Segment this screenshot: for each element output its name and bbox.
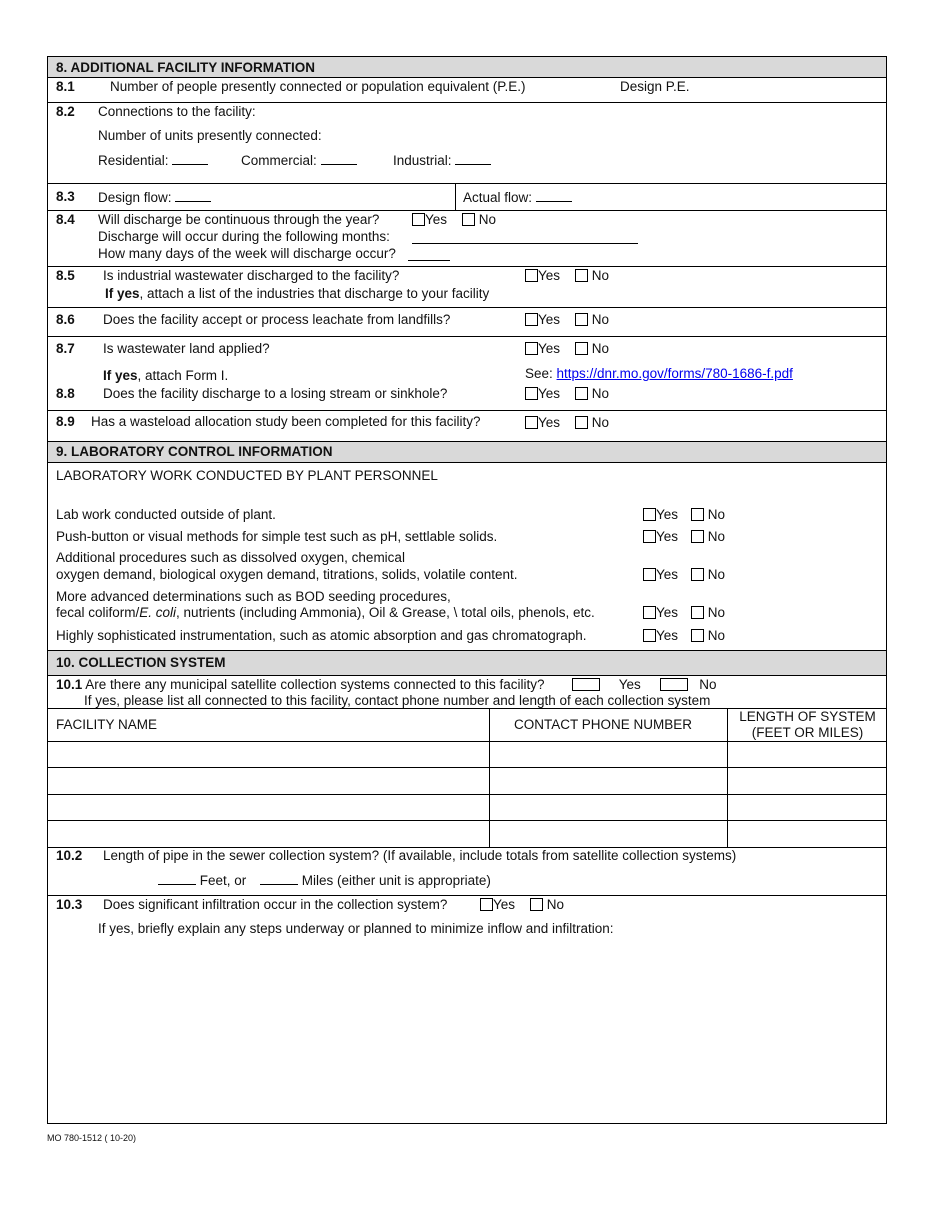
num-8-7: 8.7 [56,341,75,356]
units-connected-label: Number of units presently connected: [98,128,322,143]
checkbox[interactable] [525,313,538,326]
num-10-3: 10.3 [56,897,83,912]
section-8-header [48,57,886,78]
q-8-8: Does the facility discharge to a losing stream or sinkhole? [103,386,448,401]
section-10-title: 10. COLLECTION SYSTEM [56,655,226,670]
no-label: No [591,312,610,327]
advanced-post: , nutrients (including Ammonia), Oil & Grease, \ total oils, phenols, etc. [176,605,595,620]
num-8-5: 8.5 [56,268,75,283]
yes-label: Yes [656,529,679,544]
continuous-no[interactable] [462,212,496,227]
checkbox[interactable] [691,606,704,619]
design-flow-label: Design flow: [98,190,172,205]
feet-field[interactable] [158,872,246,888]
lab-pushbutton-no[interactable] [691,529,725,544]
num-8-9: 8.9 [56,414,75,429]
q-8-2: Connections to the facility: [98,104,256,119]
note-bold: If yes [103,368,138,383]
lab-outside-no[interactable] [691,507,725,522]
no-label: No [707,628,726,643]
lab-additional-no[interactable] [691,567,725,582]
miles-field[interactable] [260,872,491,888]
checkbox[interactable] [575,342,588,355]
lab-item-outside: Lab work conducted outside of plant. [56,507,276,522]
yes-label: Yes [538,312,561,327]
land-applied-yes[interactable] [525,341,560,356]
q-8-9: Has a wasteload allocation study been completed for this facility? [91,414,481,429]
no-label: No [707,605,726,620]
yes-label: Yes [538,386,561,401]
checkbox[interactable] [643,606,656,619]
note-8-5 [105,286,489,301]
q-8-5: Is industrial wastewater discharged to the facility? [103,268,400,283]
months-field[interactable] [412,243,638,244]
see-form-link-line [525,366,793,381]
yes-label: Yes [538,341,561,356]
residential-field[interactable] [98,152,208,168]
industrial-label: Industrial: [393,153,452,168]
q-10-1 [56,677,545,692]
table-row[interactable] [48,742,489,767]
section-8-title: 8. ADDITIONAL FACILITY INFORMATION [56,60,315,75]
checkbox[interactable] [643,508,656,521]
industrial-field[interactable] [393,152,491,168]
yes-label: Yes [656,628,679,643]
checkbox[interactable] [691,530,704,543]
lab-outside-yes[interactable] [643,507,678,522]
actual-flow-label: Actual flow: [463,190,533,205]
land-applied-no[interactable] [575,341,609,356]
q-8-4-days: How many days of the week will discharge occur? [98,246,396,261]
no-label: No [546,897,565,912]
checkbox[interactable] [575,313,588,326]
wasteload-yes[interactable] [525,415,560,430]
checkbox[interactable] [643,629,656,642]
wasteload-no[interactable] [575,415,609,430]
q-10-3: Does significant infiltration occur in the collection system? [103,897,448,912]
q-8-6: Does the facility accept or process leachate from landfills? [103,312,451,327]
note-bold: If yes [105,286,140,301]
note-rest: , attach Form I. [137,368,229,383]
form-page [47,56,887,1124]
form-number-footer: MO 780-1512 ( 10-20) [47,1133,137,1143]
residential-label: Residential: [98,153,169,168]
leachate-yes[interactable] [525,312,560,327]
lab-additional-yes[interactable] [643,567,678,582]
checkbox[interactable] [525,269,538,282]
num-8-4: 8.4 [56,212,75,227]
infiltration-explanation-area[interactable] [98,941,878,1116]
lab-item-sophisticated: Highly sophisticated instrumentation, such as atomic absorption and gas chromatograph. [56,628,587,643]
checkbox[interactable] [480,898,493,911]
table-row[interactable] [48,768,489,793]
checkbox[interactable] [575,269,588,282]
q-8-7: Is wastewater land applied? [103,341,270,356]
no-label: No [591,415,610,430]
see-label: See: [525,366,557,381]
num-8-2: 8.2 [56,104,75,119]
q-8-1: Number of people presently connected or population equivalent (P.E.) [110,79,526,94]
yes-label: Yes [493,897,516,912]
col-contact-phone: CONTACT PHONE NUMBER [514,717,693,732]
lab-subheading: LABORATORY WORK CONDUCTED BY PLANT PERSONNEL [56,468,438,483]
note-8-7 [103,368,228,383]
section-9-title: 9. LABORATORY CONTROL INFORMATION [56,444,333,459]
checkbox[interactable] [412,213,425,226]
lab-item-pushbutton: Push-button or visual methods for simple test such as pH, settlable solids. [56,529,498,544]
infiltration-no[interactable] [530,897,564,912]
checkbox[interactable] [575,387,588,400]
losing-stream-yes[interactable] [525,386,560,401]
q-10-2: Length of pipe in the sewer collection system? (If available, include totals from satellite collection systems) [103,848,737,863]
feet-label: Feet, or [199,873,247,888]
no-label: No [478,212,497,227]
checkbox[interactable] [691,568,704,581]
infiltration-yes[interactable] [480,897,515,912]
no-label: No [591,268,610,283]
col-length-line1: LENGTH OF SYSTEM [739,709,876,724]
yes-label: Yes [618,677,641,692]
col-length-line2: (FEET OR MILES) [751,725,864,740]
no-label: No [591,341,610,356]
yes-label: Yes [656,507,679,522]
lab-item-advanced-1: More advanced determinations such as BOD seeding procedures, [56,589,451,604]
table-row[interactable] [48,821,489,846]
q-8-4-months: Discharge will occur during the following months: [98,229,390,244]
num-8-6: 8.6 [56,312,75,327]
num-10-1: 10.1 [56,677,83,692]
commercial-field[interactable] [241,152,357,168]
num-10-2: 10.2 [56,848,83,863]
lab-item-advanced-2 [56,605,595,620]
table-row[interactable] [48,795,489,820]
section-10-header [48,651,886,675]
num-8-1: 8.1 [56,79,75,94]
no-label: No [707,567,726,582]
checkbox[interactable] [691,629,704,642]
checkbox[interactable] [691,508,704,521]
lab-advanced-yes[interactable] [643,605,678,620]
design-pe-label: Design P.E. [620,79,690,94]
no-label: No [707,529,726,544]
industrial-yes[interactable] [525,268,560,283]
col-facility-name: FACILITY NAME [56,717,158,732]
continuous-yes[interactable] [412,212,447,227]
q-8-4: Will discharge be continuous through the year? [98,212,380,227]
lab-pushbutton-yes[interactable] [643,529,678,544]
advanced-pre: fecal coliform/ [56,605,140,620]
yes-label: Yes [425,212,448,227]
lab-sophisticated-no[interactable] [691,628,725,643]
satellite-no[interactable] [660,677,717,692]
losing-stream-no[interactable] [575,386,609,401]
checkbox[interactable] [525,387,538,400]
days-field[interactable] [408,260,450,261]
checkbox[interactable] [575,416,588,429]
satellite-yes[interactable] [572,677,641,692]
checkbox[interactable] [462,213,475,226]
lab-advanced-no[interactable] [691,605,725,620]
no-label: No [707,507,726,522]
num-8-3: 8.3 [56,189,75,204]
checkbox[interactable] [643,530,656,543]
no-label: No [591,386,610,401]
checkbox[interactable] [660,678,688,691]
yes-label: Yes [538,268,561,283]
q-10-1-text: Are there any municipal satellite collection systems connected to this facility? [85,677,545,692]
section-9-header [48,442,886,462]
lab-item-additional-1: Additional procedures such as dissolved oxygen, chemical [56,550,405,565]
industrial-no[interactable] [575,268,609,283]
no-label: No [699,677,717,692]
note-rest: , attach a list of the industries that discharge to your facility [139,286,490,301]
yes-label: Yes [656,605,679,620]
design-flow-field[interactable] [98,189,211,205]
checkbox[interactable] [525,342,538,355]
miles-label: Miles (either unit is appropriate) [301,873,491,888]
checkbox[interactable] [525,416,538,429]
checkbox[interactable] [530,898,543,911]
note-10-3: If yes, briefly explain any steps underway or planned to minimize inflow and infiltration: [98,921,614,936]
note-10-1: If yes, please list all connected to this facility, contact phone number and length of each collection system [84,693,711,708]
yes-label: Yes [538,415,561,430]
commercial-label: Commercial: [241,153,317,168]
col-length [729,709,886,741]
checkbox[interactable] [572,678,600,691]
yes-label: Yes [656,567,679,582]
leachate-no[interactable] [575,312,609,327]
advanced-ecoli: E. coli [139,605,177,620]
form-i-link[interactable]: https://dnr.mo.gov/forms/780-1686-f.pdf [556,366,793,381]
lab-item-additional-2: oxygen demand, biological oxygen demand, titrations, solids, volatile content. [56,567,518,582]
lab-sophisticated-yes[interactable] [643,628,678,643]
actual-flow-field[interactable] [463,189,572,205]
num-8-8: 8.8 [56,386,75,401]
checkbox[interactable] [643,568,656,581]
